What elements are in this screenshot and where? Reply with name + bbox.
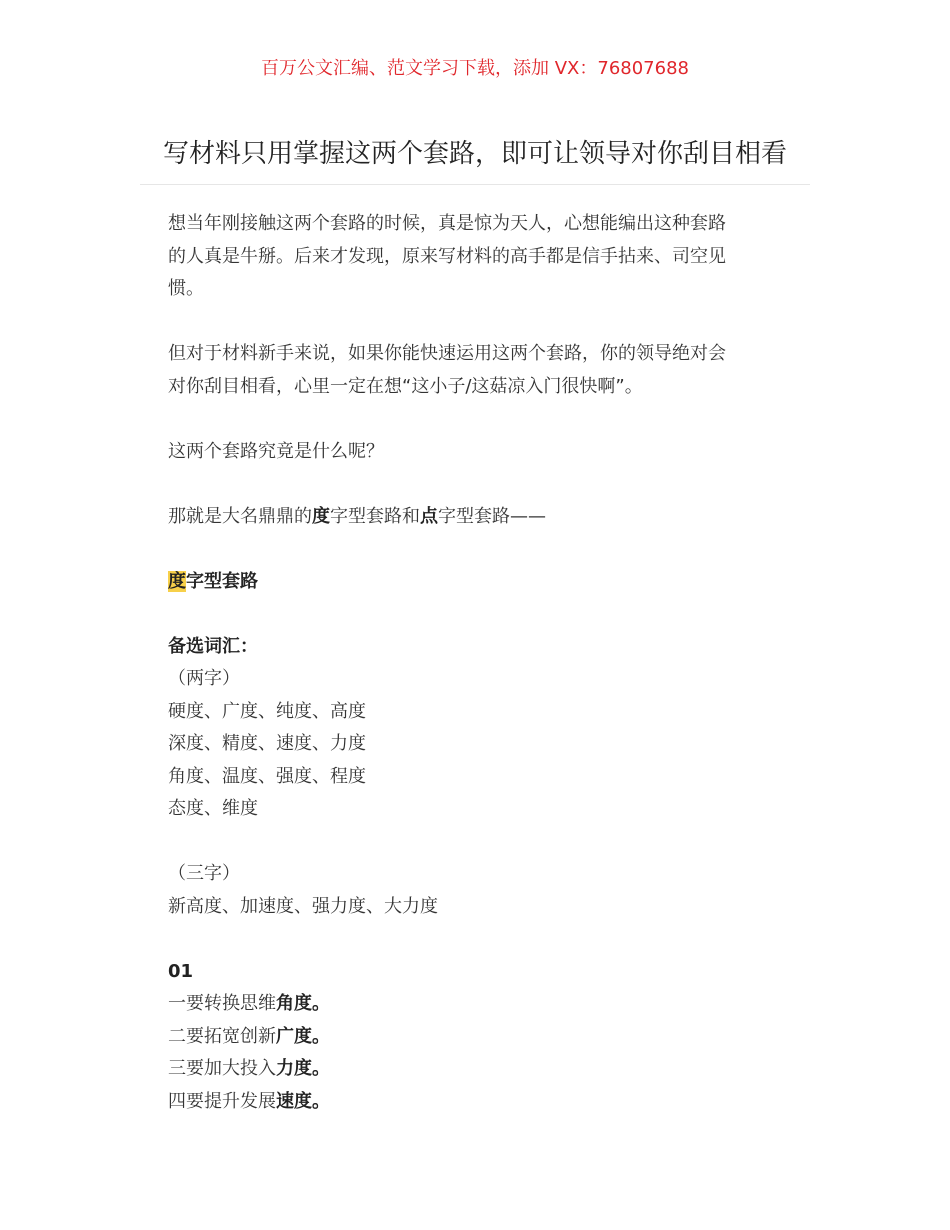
paragraph-gap xyxy=(168,468,778,501)
answer-bold-dian: 点 xyxy=(420,505,438,527)
vocab-line: 硬度、广度、纯度、高度 xyxy=(168,700,366,722)
example-keyword: 力度。 xyxy=(276,1058,330,1079)
intro-line: 但对于材料新手来说，如果你能快速运用这两个套路，你的领导绝对会 xyxy=(168,343,726,364)
example-keyword: 广度。 xyxy=(276,1025,330,1047)
example-keyword: 速度。 xyxy=(276,1090,330,1112)
heading-rest: 字型套路 xyxy=(186,570,258,592)
paragraph-gap xyxy=(168,826,778,859)
section-heading xyxy=(168,566,778,599)
example-prefix: 四要提升发展 xyxy=(168,1090,276,1112)
three-char-label: （三字） xyxy=(168,863,240,884)
article-title: 写材料只用掌握这两个套路，即可让领导对你刮目相看 xyxy=(162,139,787,169)
question-line: 这两个套路究竟是什么呢？ xyxy=(168,440,384,462)
vocab-line: 新高度、加速度、强力度、大力度 xyxy=(168,895,438,917)
example-prefix: 二要拓宽创新 xyxy=(168,1025,276,1047)
two-char-label: （两字） xyxy=(168,668,240,689)
answer-middle: 字型套路和 xyxy=(330,505,420,527)
title-divider xyxy=(140,184,810,185)
paragraph-gap xyxy=(168,306,778,339)
article-body xyxy=(168,208,778,1118)
paragraph-gap xyxy=(168,598,778,631)
answer-bold-du: 度 xyxy=(312,505,330,527)
paragraph-gap xyxy=(168,533,778,566)
promo-banner: 百万公文汇编、范文学习下载，添加 VX：76807688 xyxy=(261,58,689,79)
example-line xyxy=(168,1053,778,1086)
example-line xyxy=(168,988,778,1021)
answer-line xyxy=(168,501,778,534)
answer-suffix: 字型套路—— xyxy=(438,505,546,527)
intro-line: 想当年刚接触这两个套路的时候，真是惊为天人，心想能编出这种套路 xyxy=(168,213,726,234)
intro-line: 惯。 xyxy=(168,278,204,299)
vocab-line: 角度、温度、强度、程度 xyxy=(168,765,366,787)
vocab-label: 备选词汇： xyxy=(168,635,258,657)
answer-prefix: 那就是大名鼎鼎的 xyxy=(168,505,312,527)
heading-highlight: 度 xyxy=(168,570,186,592)
vocab-line: 深度、精度、速度、力度 xyxy=(168,733,366,754)
vocab-line: 态度、维度 xyxy=(168,798,258,819)
example-prefix: 三要加大投入 xyxy=(168,1058,276,1079)
example-line xyxy=(168,1086,778,1119)
paragraph-gap xyxy=(168,403,778,436)
example-number: 01 xyxy=(168,960,194,982)
intro-line: 对你刮目相看，心里一定在想“这小子/这菇凉入门很快啊”。 xyxy=(168,375,643,397)
example-prefix: 一要转换思维 xyxy=(168,993,276,1014)
example-line xyxy=(168,1021,778,1054)
example-keyword: 角度。 xyxy=(276,993,330,1014)
intro-line: 的人真是牛掰。后来才发现，原来写材料的高手都是信手拈来、司空见 xyxy=(168,245,726,267)
paragraph-gap xyxy=(168,923,778,956)
